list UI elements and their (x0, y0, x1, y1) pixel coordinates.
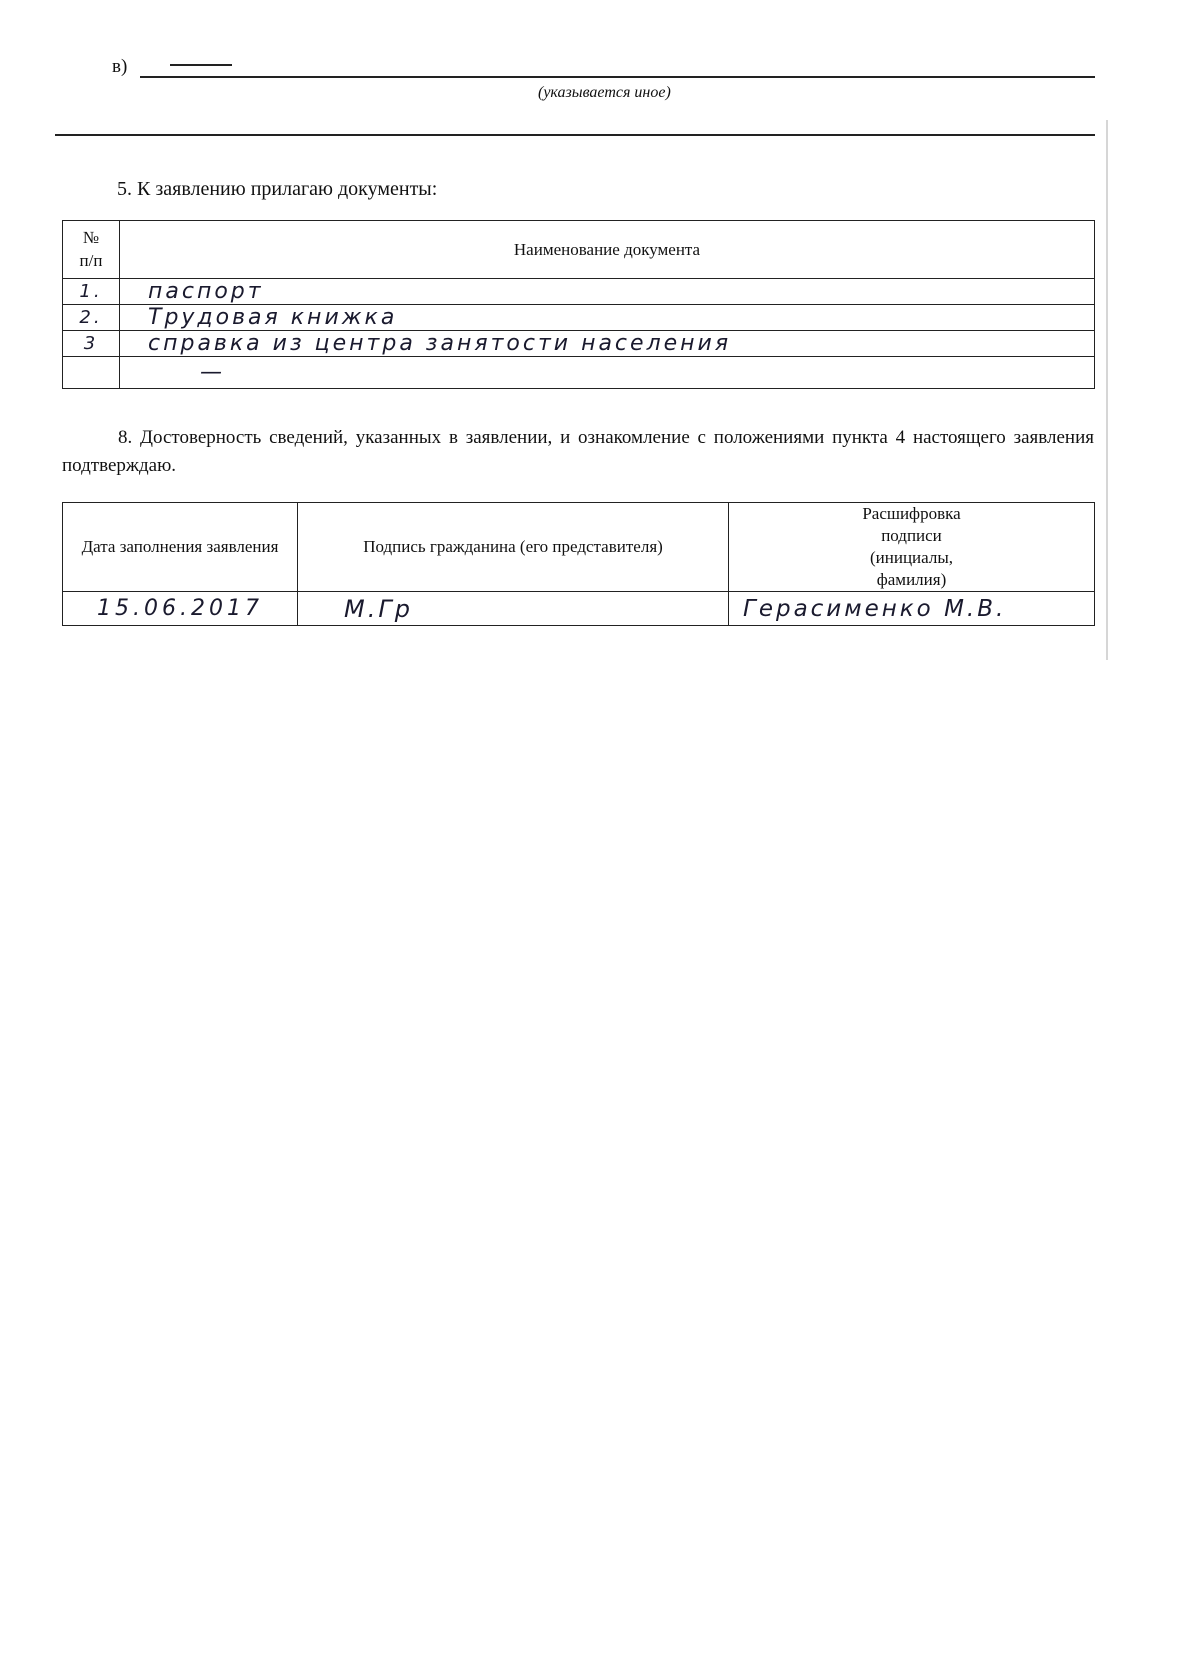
row-document-name: Трудовая книжка (120, 305, 1095, 331)
item-v-line (140, 76, 1095, 78)
row-document-name: паспорт (120, 279, 1095, 305)
signature-value: М.Гр (298, 592, 729, 626)
row-number (63, 357, 120, 389)
column-header-number: № п/п (63, 221, 120, 279)
table-row (63, 331, 1095, 357)
item-v-label: в) (112, 56, 128, 77)
signature-table (62, 502, 1095, 626)
date-value: 15.06.2017 (63, 592, 298, 626)
item-v-caption: (указывается иное) (538, 84, 671, 101)
table-row (63, 305, 1095, 331)
table-row (63, 279, 1095, 305)
column-header-document-name: Наименование документа (120, 221, 1095, 279)
scan-edge-mark (1106, 120, 1108, 660)
row-number: 1. (63, 279, 120, 305)
row-document-name: — (120, 357, 1095, 389)
table-row (63, 357, 1095, 389)
decode-header: Расшифровка подписи (инициалы, фамилия) (729, 503, 1095, 592)
row-number: 3 (63, 331, 120, 357)
row-document-name: справка из центра занятости населения (120, 331, 1095, 357)
date-header: Дата заполнения заявления (63, 503, 298, 592)
row-number: 2. (63, 305, 120, 331)
separator-line (55, 134, 1095, 136)
section5-heading: 5. К заявлению прилагаю документы: (117, 178, 438, 200)
item-v-filled-dash (170, 64, 232, 66)
decode-value: Герасименко М.В. (729, 592, 1095, 626)
signature-header: Подпись гражданина (его представителя) (298, 503, 729, 592)
documents-table (62, 220, 1095, 389)
section8-text: 8. Достоверность сведений, указанных в заявлении, и ознакомление с положениями пункта 4 настоящего заявления подтверждаю. (62, 427, 1094, 476)
